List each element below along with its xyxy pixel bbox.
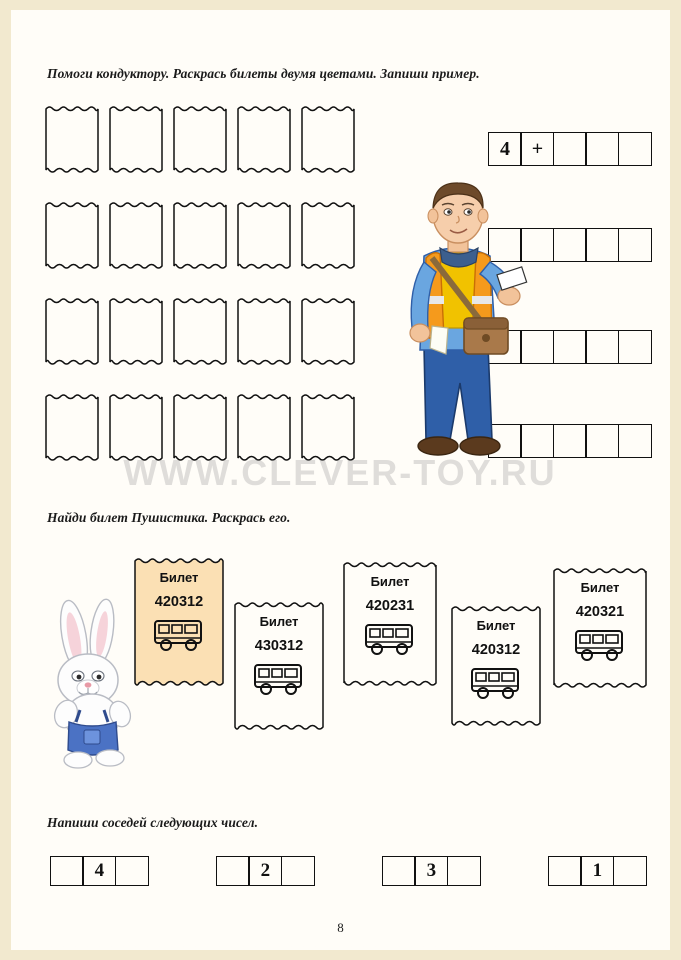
neighbours-group-4 bbox=[548, 856, 647, 886]
blank-ticket[interactable] bbox=[300, 296, 356, 367]
ticket-number: 420321 bbox=[575, 604, 625, 620]
task-2-instruction: Найди билет Пушистика. Раскрась его. bbox=[47, 510, 291, 525]
neighbour-cell-empty[interactable] bbox=[613, 856, 647, 886]
answer-cell-empty[interactable] bbox=[553, 330, 587, 364]
blank-ticket[interactable] bbox=[172, 200, 228, 271]
blank-ticket[interactable] bbox=[236, 200, 292, 271]
ticket-number: 420231 bbox=[365, 598, 415, 614]
blank-ticket[interactable] bbox=[44, 200, 100, 271]
neighbours-group-2 bbox=[216, 856, 315, 886]
neighbour-cell-empty[interactable] bbox=[281, 856, 315, 886]
page-number: 8 bbox=[337, 920, 344, 935]
ticket-number: 420312 bbox=[471, 642, 521, 658]
blank-ticket[interactable] bbox=[300, 200, 356, 271]
blank-ticket[interactable] bbox=[44, 296, 100, 367]
answer-cell-empty[interactable] bbox=[618, 330, 652, 364]
ticket-card[interactable] bbox=[450, 604, 542, 728]
ticket-label: Билет bbox=[259, 614, 299, 629]
ticket-label: Билет bbox=[159, 570, 199, 585]
neighbours-group-1 bbox=[50, 856, 149, 886]
answer-cell-empty[interactable] bbox=[585, 330, 619, 364]
neighbour-cell-filled[interactable]: 2 bbox=[248, 856, 282, 886]
watermark-text: WWW.CLEVER-TOY.RU bbox=[123, 452, 557, 493]
blank-ticket[interactable] bbox=[108, 392, 164, 463]
neighbour-cell-empty[interactable] bbox=[115, 856, 149, 886]
neighbour-cell-filled[interactable]: 1 bbox=[580, 856, 614, 886]
blank-ticket[interactable] bbox=[44, 104, 100, 175]
neighbours-group-3 bbox=[382, 856, 481, 886]
blank-ticket[interactable] bbox=[108, 104, 164, 175]
ticket-number: 420312 bbox=[154, 594, 204, 610]
blank-ticket[interactable] bbox=[108, 200, 164, 271]
blank-ticket[interactable] bbox=[236, 296, 292, 367]
neighbour-cell-empty[interactable] bbox=[447, 856, 481, 886]
bus-icon bbox=[153, 618, 205, 652]
ticket-number: 430312 bbox=[254, 638, 304, 654]
answer-cell-empty[interactable] bbox=[553, 132, 587, 166]
bus-icon bbox=[470, 666, 522, 700]
bus-icon bbox=[470, 666, 522, 705]
bus-icon bbox=[574, 628, 626, 662]
ticket-card[interactable] bbox=[552, 566, 648, 690]
neighbour-cell-empty[interactable] bbox=[216, 856, 250, 886]
task-1-instruction: Помоги кондуктору. Раскрась билеты двумя цветами. Запиши пример. bbox=[47, 66, 480, 81]
blank-ticket[interactable] bbox=[108, 296, 164, 367]
blank-ticket[interactable] bbox=[172, 392, 228, 463]
neighbour-cell-filled[interactable]: 4 bbox=[82, 856, 116, 886]
blank-ticket[interactable] bbox=[172, 104, 228, 175]
ticket-card[interactable] bbox=[233, 600, 325, 732]
ticket-card[interactable] bbox=[133, 556, 225, 688]
blank-ticket[interactable] bbox=[44, 392, 100, 463]
answer-cell-empty[interactable] bbox=[585, 228, 619, 262]
ticket-card[interactable] bbox=[342, 560, 438, 688]
answer-cell-empty[interactable] bbox=[585, 132, 619, 166]
answer-cell-empty[interactable] bbox=[553, 228, 587, 262]
bus-icon bbox=[364, 622, 416, 656]
bus-icon bbox=[153, 618, 205, 657]
blank-ticket[interactable] bbox=[172, 296, 228, 367]
answer-cell-empty[interactable] bbox=[618, 424, 652, 458]
answer-cell-filled[interactable]: 4 bbox=[488, 132, 522, 166]
blank-ticket[interactable] bbox=[300, 104, 356, 175]
answer-cell-filled[interactable]: + bbox=[520, 132, 554, 166]
ticket-label: Билет bbox=[370, 574, 410, 589]
bus-icon bbox=[574, 628, 626, 667]
answer-cell-empty[interactable] bbox=[553, 424, 587, 458]
ticket-label: Билет bbox=[476, 618, 516, 633]
blank-tickets-grid bbox=[44, 104, 364, 484]
bus-icon bbox=[253, 662, 305, 696]
neighbour-cell-filled[interactable]: 3 bbox=[414, 856, 448, 886]
answer-cell-empty[interactable] bbox=[618, 132, 652, 166]
ticket-label: Билет bbox=[580, 580, 620, 595]
conductor-illustration bbox=[368, 178, 548, 493]
answer-row-1 bbox=[488, 132, 652, 166]
blank-ticket[interactable] bbox=[300, 392, 356, 463]
bus-icon bbox=[253, 662, 305, 701]
blank-ticket[interactable] bbox=[236, 392, 292, 463]
bus-icon bbox=[364, 622, 416, 661]
answer-cell-empty[interactable] bbox=[585, 424, 619, 458]
neighbour-cell-empty[interactable] bbox=[50, 856, 84, 886]
blank-ticket[interactable] bbox=[236, 104, 292, 175]
task-3-instruction: Напиши соседей следующих чисел. bbox=[47, 815, 259, 830]
neighbour-cell-empty[interactable] bbox=[548, 856, 582, 886]
answer-cell-empty[interactable] bbox=[618, 228, 652, 262]
neighbour-cell-empty[interactable] bbox=[382, 856, 416, 886]
